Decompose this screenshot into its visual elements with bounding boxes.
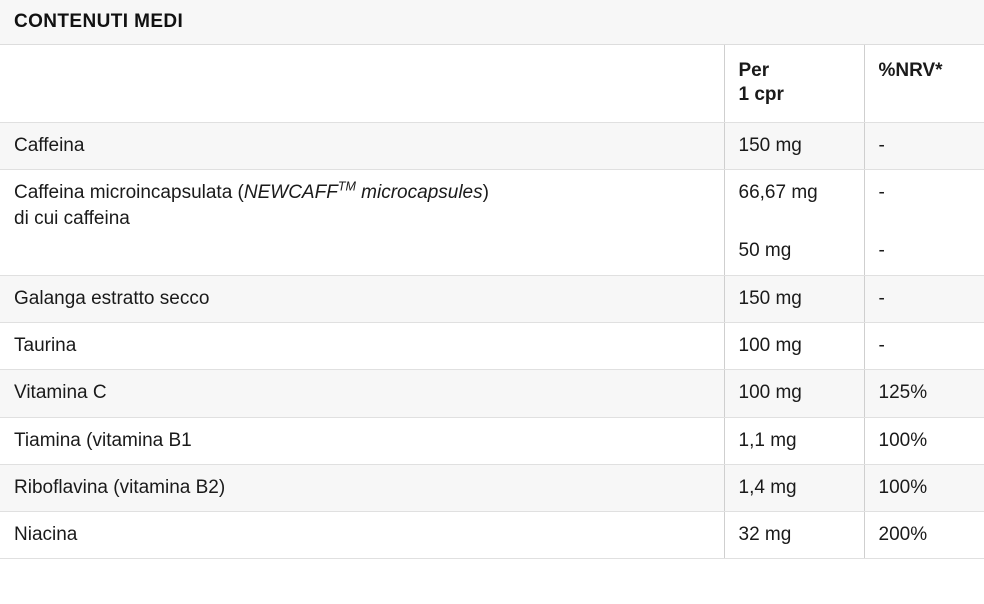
row-label: Riboflavina (vitamina B2) xyxy=(0,464,724,511)
row-label-suffix: ) xyxy=(482,181,489,203)
row-value-nrv: 125% xyxy=(864,370,984,417)
table-row xyxy=(0,169,984,275)
row-value-per: 1,4 mg xyxy=(724,464,864,511)
row-label: Tiamina (vitamina B1 xyxy=(0,417,724,464)
brand-trademark: TM xyxy=(337,179,356,194)
table-header-row xyxy=(0,45,984,122)
row-label: Vitamina C xyxy=(0,370,724,417)
row-value-nrv: - xyxy=(864,122,984,169)
row-value-nrv-primary: - xyxy=(878,181,885,203)
table-row xyxy=(0,512,984,559)
row-value-nrv: 100% xyxy=(864,464,984,511)
table-row xyxy=(0,122,984,169)
table-body xyxy=(0,122,984,559)
column-header-per xyxy=(724,45,864,122)
row-value-per: 1,1 mg xyxy=(724,417,864,464)
row-label: Galanga estratto secco xyxy=(0,275,724,322)
row-label-sub: di cui caffeina xyxy=(14,208,130,230)
column-header-per-line2: 1 cpr xyxy=(738,84,784,106)
row-value-per-primary: 66,67 mg xyxy=(738,181,818,203)
brand-tail: microcapsules xyxy=(355,181,483,203)
row-label: Niacina xyxy=(0,512,724,559)
column-header-nrv: %NRV* xyxy=(864,45,984,122)
table-row xyxy=(0,417,984,464)
row-value-nrv-secondary: - xyxy=(878,240,885,262)
column-header-name xyxy=(0,45,724,122)
table-row xyxy=(0,370,984,417)
row-value-per xyxy=(724,169,864,275)
panel-title: CONTENUTI MEDI xyxy=(0,0,984,45)
row-label xyxy=(0,169,724,275)
brand-name: NEWCAFF xyxy=(243,181,338,203)
table-row xyxy=(0,322,984,369)
column-header-per-line1: Per xyxy=(738,60,770,81)
table-row xyxy=(0,464,984,511)
row-label-prefix: Caffeina microincapsulata ( xyxy=(14,181,244,203)
row-value-per: 100 mg xyxy=(724,322,864,369)
table-row xyxy=(0,275,984,322)
row-label-brand xyxy=(243,179,483,203)
row-value-nrv: - xyxy=(864,322,984,369)
row-label: Caffeina xyxy=(0,122,724,169)
row-value-nrv: 100% xyxy=(864,417,984,464)
row-value-nrv: 200% xyxy=(864,512,984,559)
row-value-nrv: - xyxy=(864,275,984,322)
row-value-per-secondary: 50 mg xyxy=(738,240,792,262)
row-value-nrv xyxy=(864,169,984,275)
row-value-per: 100 mg xyxy=(724,370,864,417)
row-value-per: 32 mg xyxy=(724,512,864,559)
row-value-per: 150 mg xyxy=(724,275,864,322)
row-value-per: 150 mg xyxy=(724,122,864,169)
row-label: Taurina xyxy=(0,322,724,369)
nutrition-table xyxy=(0,45,984,559)
